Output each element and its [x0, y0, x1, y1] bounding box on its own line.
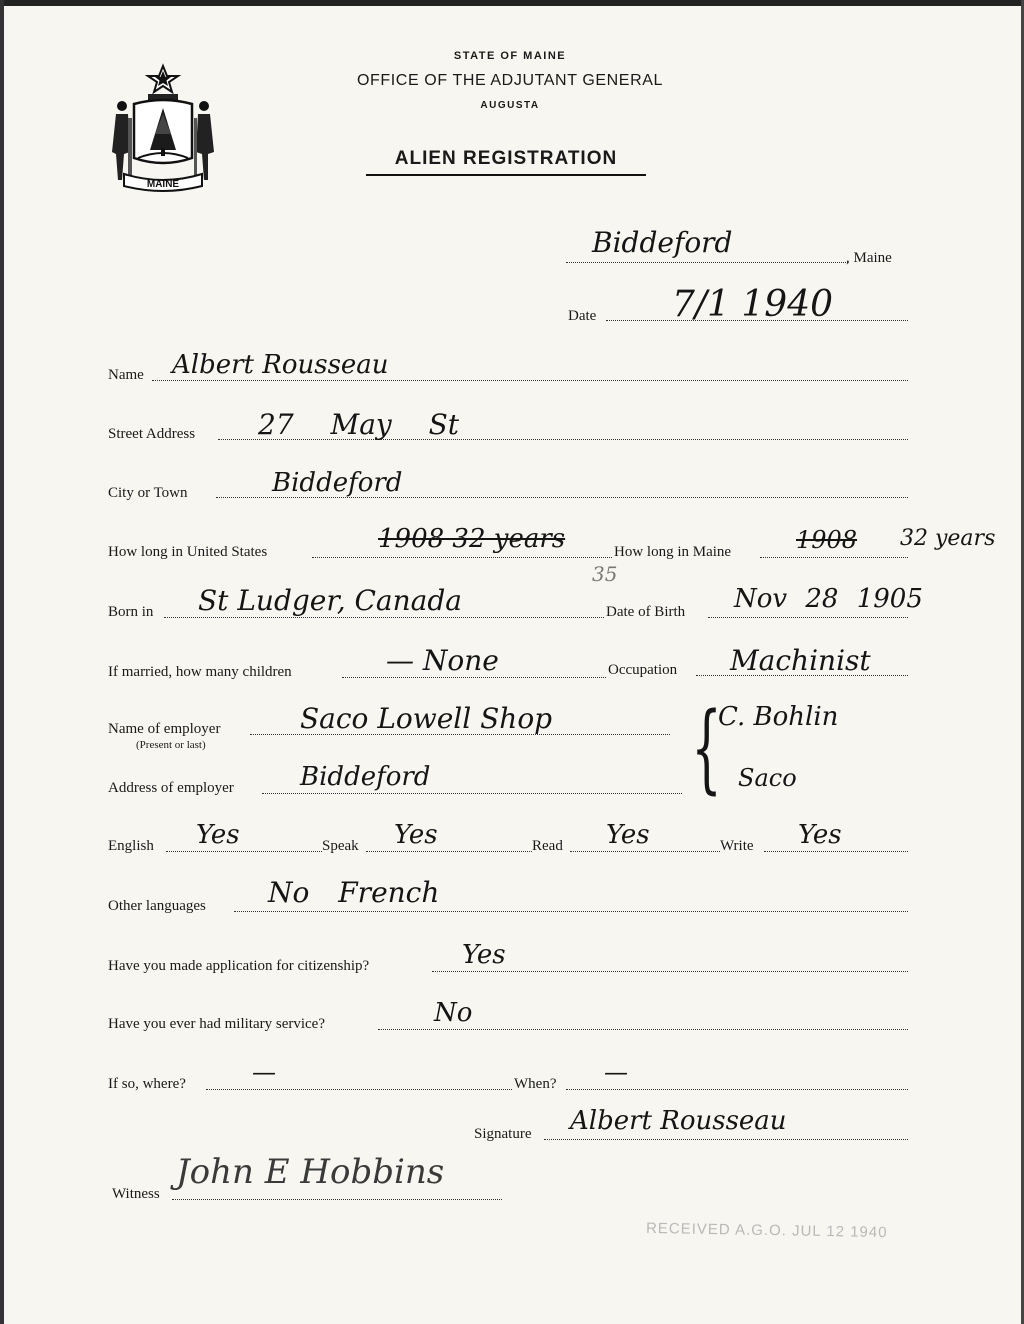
signature-line: [544, 1139, 908, 1140]
date-of-birth-value: Nov 28 1905: [734, 584, 923, 614]
street-label: Street Address: [108, 426, 196, 442]
header-state: STATE OF MAINE: [453, 50, 567, 62]
witness-line: [172, 1199, 502, 1200]
scan-edge-top: [0, 0, 1024, 6]
employer-value: Saco Lowell Shop: [300, 702, 553, 735]
other-languages-value: No French: [268, 876, 440, 909]
received-stamp: RECEIVED A.G.O. JUL 12 1940: [645, 1219, 888, 1242]
born-in-line: [164, 617, 604, 618]
street-value: 27 May St: [258, 408, 460, 441]
witness-value: John E Hobbins: [176, 1152, 445, 1192]
scan-edge-left: [0, 0, 4, 1324]
military-line: [378, 1029, 908, 1030]
date-of-birth-line: [708, 617, 908, 618]
english-value: Yes: [196, 820, 240, 850]
place-suffix-label: , Maine: [846, 250, 892, 266]
english-label: English: [108, 838, 154, 854]
how-long-us-line: [312, 557, 612, 558]
how-long-maine-value: 32 years: [900, 526, 996, 551]
children-line: [342, 677, 606, 678]
how-long-us-note: 35: [592, 562, 618, 586]
other-languages-line: [234, 911, 908, 912]
employer-side-town: Saco: [738, 764, 797, 792]
header-city: AUGUSTA: [480, 100, 540, 111]
header-office: OFFICE OF THE ADJUTANT GENERAL: [356, 72, 664, 89]
name-label: Name: [108, 367, 144, 383]
where-label: If so, where?: [108, 1076, 186, 1092]
name-value: Albert Rousseau: [172, 350, 389, 380]
form-title: ALIEN REGISTRATION: [366, 148, 646, 176]
read-line: [570, 851, 720, 852]
place-line: [566, 262, 848, 263]
military-label: Have you ever had military service?: [108, 1016, 325, 1032]
employer-address-label: Address of employer: [108, 780, 234, 796]
how-long-us-value: 1908 32 years: [378, 524, 566, 554]
speak-value: Yes: [394, 820, 438, 850]
employer-address-line: [262, 793, 682, 794]
how-long-maine-label: How long in Maine: [614, 544, 732, 560]
city-value: Biddeford: [272, 468, 403, 498]
seal-motto: MAINE: [146, 179, 180, 190]
write-value: Yes: [798, 820, 842, 850]
date-label: Date: [568, 308, 597, 324]
date-of-birth-label: Date of Birth: [606, 604, 686, 620]
citizenship-line: [432, 971, 908, 972]
date-value: 7/1 1940: [672, 284, 833, 325]
born-in-label: Born in: [108, 604, 154, 620]
speak-line: [366, 851, 532, 852]
employer-side-name: C. Bohlin: [718, 702, 839, 732]
citizenship-value: Yes: [462, 940, 506, 970]
read-value: Yes: [606, 820, 650, 850]
military-value: No: [434, 998, 473, 1028]
children-value: — None: [386, 644, 499, 677]
signature-label: Signature: [474, 1126, 532, 1142]
how-long-us-label: How long in United States: [108, 544, 268, 560]
when-value: —: [604, 1058, 628, 1086]
signature-value: Albert Rousseau: [570, 1106, 787, 1136]
where-line: [206, 1089, 512, 1090]
employer-note-label: (Present or last): [136, 739, 206, 751]
occupation-value: Machinist: [730, 644, 871, 677]
write-label: Write: [720, 838, 754, 854]
born-in-value: St Ludger, Canada: [198, 584, 462, 617]
when-line: [566, 1089, 908, 1090]
employer-address-value: Biddeford: [300, 762, 431, 792]
other-languages-label: Other languages: [108, 898, 206, 914]
where-value: —: [252, 1058, 276, 1086]
speak-label: Speak: [322, 838, 359, 854]
place-value: Biddeford: [592, 226, 733, 259]
when-label: When?: [514, 1076, 557, 1092]
employer-label: Name of employer: [108, 721, 221, 737]
name-line: [152, 380, 908, 381]
how-long-maine-line: [760, 557, 908, 558]
employer-brace: {: [691, 692, 722, 804]
citizenship-label: Have you made application for citizenship?: [108, 958, 370, 974]
write-line: [764, 851, 908, 852]
english-line: [166, 851, 322, 852]
read-label: Read: [532, 838, 563, 854]
witness-label: Witness: [112, 1186, 160, 1202]
how-long-maine-struck: 1908: [796, 526, 858, 554]
city-label: City or Town: [108, 485, 188, 501]
occupation-label: Occupation: [608, 662, 678, 678]
children-label: If married, how many children: [108, 664, 292, 680]
